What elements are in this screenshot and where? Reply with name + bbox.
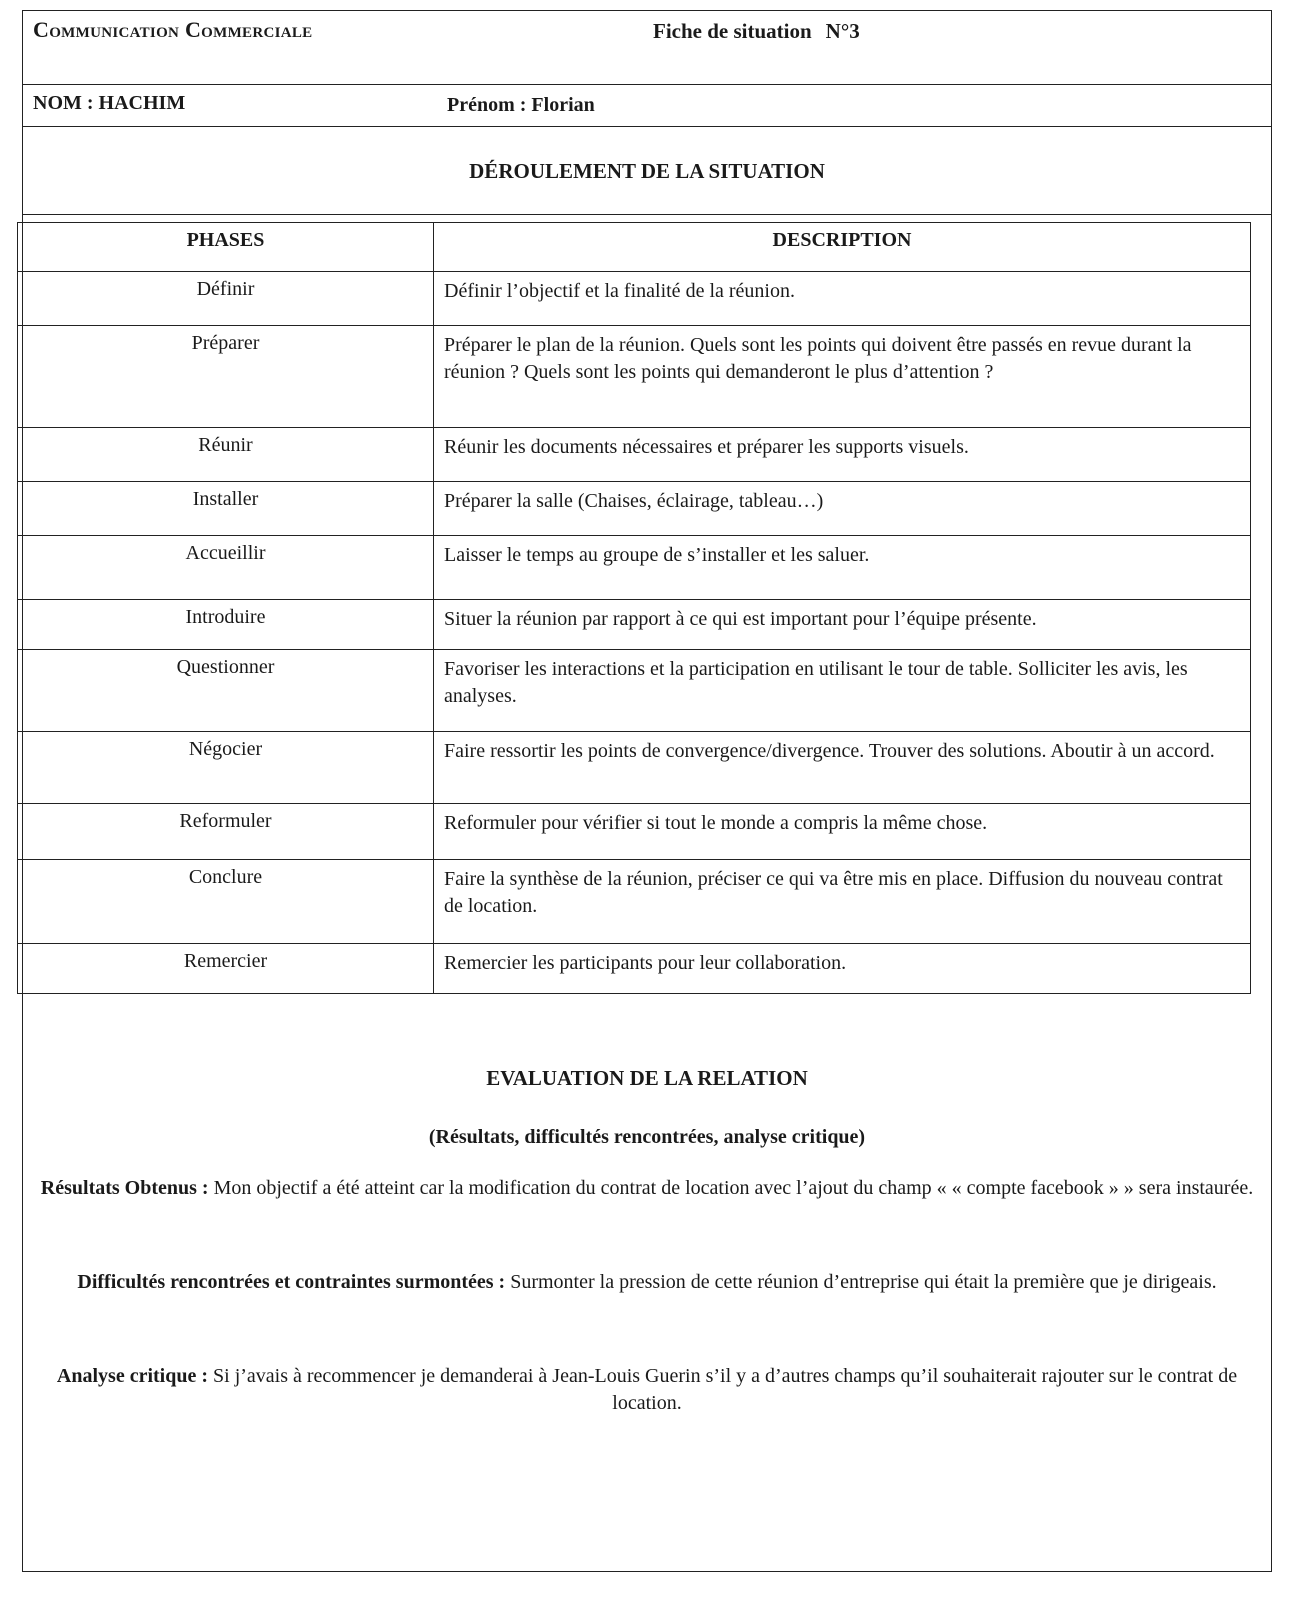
analyse-label: Analyse critique : <box>56 1365 209 1387</box>
fiche-title <box>653 19 860 44</box>
description-cell: Laisser le temps au groupe de s’installer et les saluer. <box>434 536 1251 600</box>
phase-cell: Définir <box>18 272 434 326</box>
phase-cell: Conclure <box>18 860 434 944</box>
student-nom <box>33 92 185 115</box>
nom-label: NOM : <box>33 92 94 114</box>
phase-cell: Préparer <box>18 326 434 428</box>
table-row <box>18 944 1251 994</box>
description-cell: Reformuler pour vérifier si tout le monde a compris la même chose. <box>434 804 1251 860</box>
description-cell: Faire la synthèse de la réunion, préciser ce qui va être mis en place. Diffusion du nouveau contrat de location. <box>434 860 1251 944</box>
fiche-label: Fiche de situation <box>653 19 812 43</box>
prenom-label: Prénom : <box>447 94 527 116</box>
phase-cell: Remercier <box>18 944 434 994</box>
description-cell: Situer la réunion par rapport à ce qui est important pour l’équipe présente. <box>434 600 1251 650</box>
student-row <box>23 84 1271 127</box>
phase-cell: Négocier <box>18 732 434 804</box>
phase-cell: Installer <box>18 482 434 536</box>
analyse-text: Si j’avais à recommencer je demanderai à Jean-Louis Guerin s’il y a d’autres champs qu’il souhaiterait rajouter sur le contrat de location. <box>213 1365 1238 1414</box>
prenom-value: Florian <box>531 94 595 116</box>
phase-cell: Réunir <box>18 428 434 482</box>
table-row <box>18 428 1251 482</box>
divider <box>23 214 1271 215</box>
description-cell: Favoriser les interactions et la participation en utilisant le tour de table. Solliciter les avis, les analyses. <box>434 650 1251 732</box>
table-row <box>18 482 1251 536</box>
table-row <box>18 804 1251 860</box>
nom-value: HACHIM <box>98 92 186 114</box>
phase-cell: Introduire <box>18 600 434 650</box>
description-cell: Préparer le plan de la réunion. Quels sont les points qui doivent être passés en revue durant la réunion ? Quels sont les points qui demanderont le plus d’attention ? <box>434 326 1251 428</box>
evaluation-title: EVALUATION DE LA RELATION <box>486 1066 808 1090</box>
phase-cell: Accueillir <box>18 536 434 600</box>
table-row <box>18 326 1251 428</box>
difficultes-label: Difficultés rencontrées et contraintes surmontées : <box>77 1271 506 1293</box>
difficultes-text: Surmonter la pression de cette réunion d’entreprise qui était la première que je dirigeais. <box>510 1271 1217 1293</box>
table-header-row <box>18 223 1251 272</box>
fiche-number: N°3 <box>825 19 860 43</box>
student-prenom <box>447 94 595 117</box>
column-header-phases: PHASES <box>18 223 434 272</box>
description-cell: Réunir les documents nécessaires et préparer les supports visuels. <box>434 428 1251 482</box>
resultats-text: Mon objectif a été atteint car la modification du contrat de location avec l’ajout du champ « « compte facebook » » sera instaurée. <box>213 1177 1254 1199</box>
table-row <box>18 650 1251 732</box>
table-row <box>18 600 1251 650</box>
deroulement-title: DÉROULEMENT DE LA SITUATION <box>469 159 825 183</box>
difficultes-paragraph <box>23 1269 1271 1296</box>
description-cell: Définir l’objectif et la finalité de la réunion. <box>434 272 1251 326</box>
analyse-paragraph <box>23 1363 1271 1417</box>
table-row <box>18 860 1251 944</box>
document-frame <box>22 10 1272 1572</box>
resultats-paragraph <box>23 1175 1271 1202</box>
course-title: Communication Commerciale <box>33 17 313 42</box>
table-row <box>18 272 1251 326</box>
description-cell: Remercier les participants pour leur collaboration. <box>434 944 1251 994</box>
table-row <box>18 732 1251 804</box>
table-row <box>18 536 1251 600</box>
phase-cell: Reformuler <box>18 804 434 860</box>
phase-cell: Questionner <box>18 650 434 732</box>
evaluation-subtitle: (Résultats, difficultés rencontrées, analyse critique) <box>428 1126 866 1148</box>
description-cell: Faire ressortir les points de convergence/divergence. Trouver des solutions. Aboutir à un accord. <box>434 732 1251 804</box>
column-header-description: DESCRIPTION <box>434 223 1251 272</box>
header-row <box>23 11 1271 85</box>
resultats-label: Résultats Obtenus : <box>40 1177 209 1199</box>
phases-table <box>17 222 1251 994</box>
description-cell: Préparer la salle (Chaises, éclairage, tableau…) <box>434 482 1251 536</box>
